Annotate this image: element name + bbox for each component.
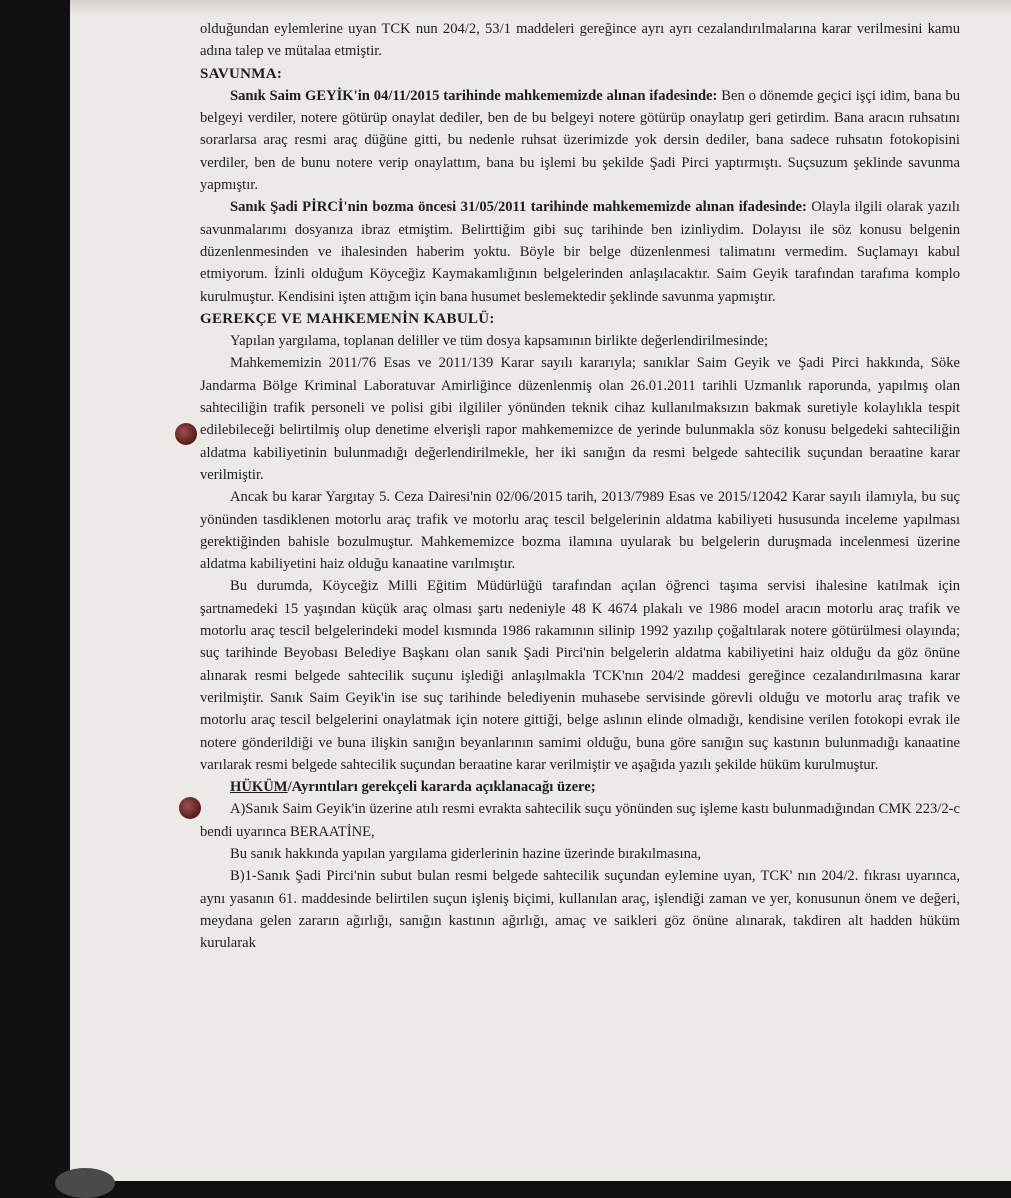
ruling-b1: B)1-Sanık Şadi Pirci'nin subut bulan resmi belgede sahtecilik suçundan eylemine uyan, TCK' nın 204/2. fıkrası uyarınca, aynı yasanın 61. maddesinde belirtilen suçun işleniş biçimi, kullanılan araç, işlendiği zaman ve yer, konusunun önem ve değeri, meydana gelen zararın ağırlığı, sanığın kastının ağırlığı, amaç ve saikleri göz önüne alınarak, takdiren alt hadden hüküm kurularak (200, 868, 960, 952)
document-page (70, 0, 1011, 1181)
saim-statement-body: Ben o dönemde geçici işçi idim, bana bu belgeyi verdiler, notere götürüp onaylat dediler, ben de bu belgeyi notere götürüp onaylatıp geri getirdim. Bana aracın ruhsatını sorarlarsa araç resmi araç düğüne gitti, bu nedenle ruhsat üzerimizde yok dersin dediler, bana sadece ruhsatın fotokopisini verdiler, ben de bunu notere verip onaylattım, bana bu işlemi bu şekilde Şadi Pirci yaptırmıştı. Suçsuzum şeklinde savunma yapmıştır. (200, 87, 961, 194)
ruling-heading-rest: /Ayrıntıları gerekçeli kararda açıklanacağı üzere; (287, 779, 596, 796)
document-body (200, 18, 960, 954)
ruling-heading-underlined: HÜKÜM (230, 779, 288, 796)
reasoning-paragraph-4: Bu durumda, Köyceğiz Milli Eğitim Müdürlüğü tarafından açılan öğrenci taşıma servisi ihalesine katılmak için şartnamedeki 15 yaşından küçük araç olması şartı nedeniyle 48 K 4674 plakalı ve 1986 model aracın motorlu araç trafik ve motorlu araç tescil belgelerindeki model kısmında 1986 rakamının silinip 1992 yazılıp çoğaltılarak notere götürülmesi olayında; suç tarihinde Beyobası Belediye Başkanı olan sanık Şadi Pirci'nin belgelerin aldatma kabiliyetini haiz olduğu da göz önüne alınarak resmi belgede sahtecilik suçunu işlediği anlaşılmakla TCK'nın 204/2 maddesi gereğince cezalandırılmasına karar verilmiştir. Sanık Saim Geyik'in ise suç tarihinde belediyenin muhasebe servisinde görevli olduğu ve motorlu araç trafik ve motorlu araç tescil belgelerini onaylatmak için notere gittiği, belge aslının elinde olmadığı, kendisine verilen fotokopi evrak ile notere gönderildiği ve buna ilişkin sanığın beyanlarının samimi olduğu, buna göre sanığın suç kastının bulunmadığı kanaatine varılarak resmi belgede sahtecilik suçundan beraatine karar verilmiştir ve aşağıda yazılı şekilde hüküm kurulmuştur. (200, 578, 960, 773)
sadi-statement-body: Olayla ilgili olarak yazılı savunmalarımı dosyanıza ibraz etmiştim. Belirttiğim gibi suç tarihinde ben izinliydim. Dolayısı ile söz konusu belgenin düzenlenmesinden ve ihalesinden haberim yoktu. Böyle bir belge düzenlenmesi talimatını vermedim. Suçlamayı kabul etmiyorum. İzinli olduğum Köyceğiz Kaymakamlığının belgelerinden anlaşılacaktır. Saim Geyik tarafından tarafıma komplo kurulmuştur. Kendisini işten attığım için bana husumet beslemektedir şeklinde savunma yapmıştır. (200, 199, 960, 305)
saim-statement (200, 85, 960, 196)
corner-shadow (55, 1168, 115, 1198)
intro-paragraph: olduğundan eylemlerine uyan TCK nun 204/2, 53/1 maddeleri gereğince ayrı ayrı cezalandırılmalarına karar verilmesini kamu adına talep ve mütalaa etmiştir. (200, 21, 960, 60)
punch-hole (175, 423, 197, 445)
reasoning-paragraph-2: Mahkememizin 2011/76 Esas ve 2011/139 Karar sayılı kararıyla; sanıklar Saim Geyik ve Şadi Pirci hakkında, Söke Jandarma Bölge Kriminal Laboratuvar Amirliğince düzenlenmiş olan 26.01.2011 tarihli Uzmanlık raporunda, yapılmış olan sahteciliğin trafik personeli ve polisi gibi ilgililer yönünden teknik cihaz kullanılmaksızın bakmak suretiyle kolaylıkla tespit edilebileceği belirtilmiş olup denetime elverişli rapor mahkememizce de yerinde bulunmakla söz konusu belgedeki sahteciliğin aldatma kabiliyetinin bulunmadığı değerlendirilmekle, her iki sanığın da resmi belgede sahtecilik suçundan beraatine karar verilmiştir. (200, 355, 960, 483)
reasoning-heading: GEREKÇE VE MAHKEMENİN KABULÜ: (200, 310, 495, 327)
ruling-a-costs: Bu sanık hakkında yapılan yargılama giderlerinin hazine üzerinde bırakılmasına, (230, 845, 702, 862)
reasoning-paragraph-1: Yapılan yargılama, toplanan deliller ve tüm dosya kapsamının birlikte değerlendirilmesinde; (230, 333, 769, 350)
ruling-a: A)Sanık Saim Geyik'in üzerine atılı resmi evrakta sahtecilik suçu yönünden suç işleme kastı bulunmadığından CMK 223/2-c bendi uyarınca BERAATİNE, (200, 801, 960, 840)
punch-hole (179, 797, 201, 819)
saim-statement-lead: Sanık Saim GEYİK'in 04/11/2015 tarihinde mahkememizde alınan ifadesinde: (230, 87, 718, 104)
defense-heading: SAVUNMA: (200, 65, 283, 82)
sadi-statement (200, 196, 960, 307)
ruling-heading (200, 776, 960, 798)
sadi-statement-lead: Sanık Şadi PİRCİ'nin bozma öncesi 31/05/2011 tarihinde mahkememizde alınan ifadesinde: (230, 199, 807, 216)
page-top-edge (70, 0, 1011, 16)
reasoning-paragraph-3: Ancak bu karar Yargıtay 5. Ceza Dairesi'nin 02/06/2015 tarih, 2013/7989 Esas ve 2015/12042 Karar sayılı ilamıyla, bu suç yönünden tasdiklenen motorlu araç trafik ve motorlu araç tescil belgelerinin aldatma kabiliyeti hususunda inceleme yapılması gerektiğinden bahisle bozulmuştur. Mahkememizce bozma ilamına uyularak bu belgelerin duruşmada incelenmesi üzerine aldatma kabiliyetini haiz olduğu kanaatine varılmıştır. (200, 489, 960, 573)
